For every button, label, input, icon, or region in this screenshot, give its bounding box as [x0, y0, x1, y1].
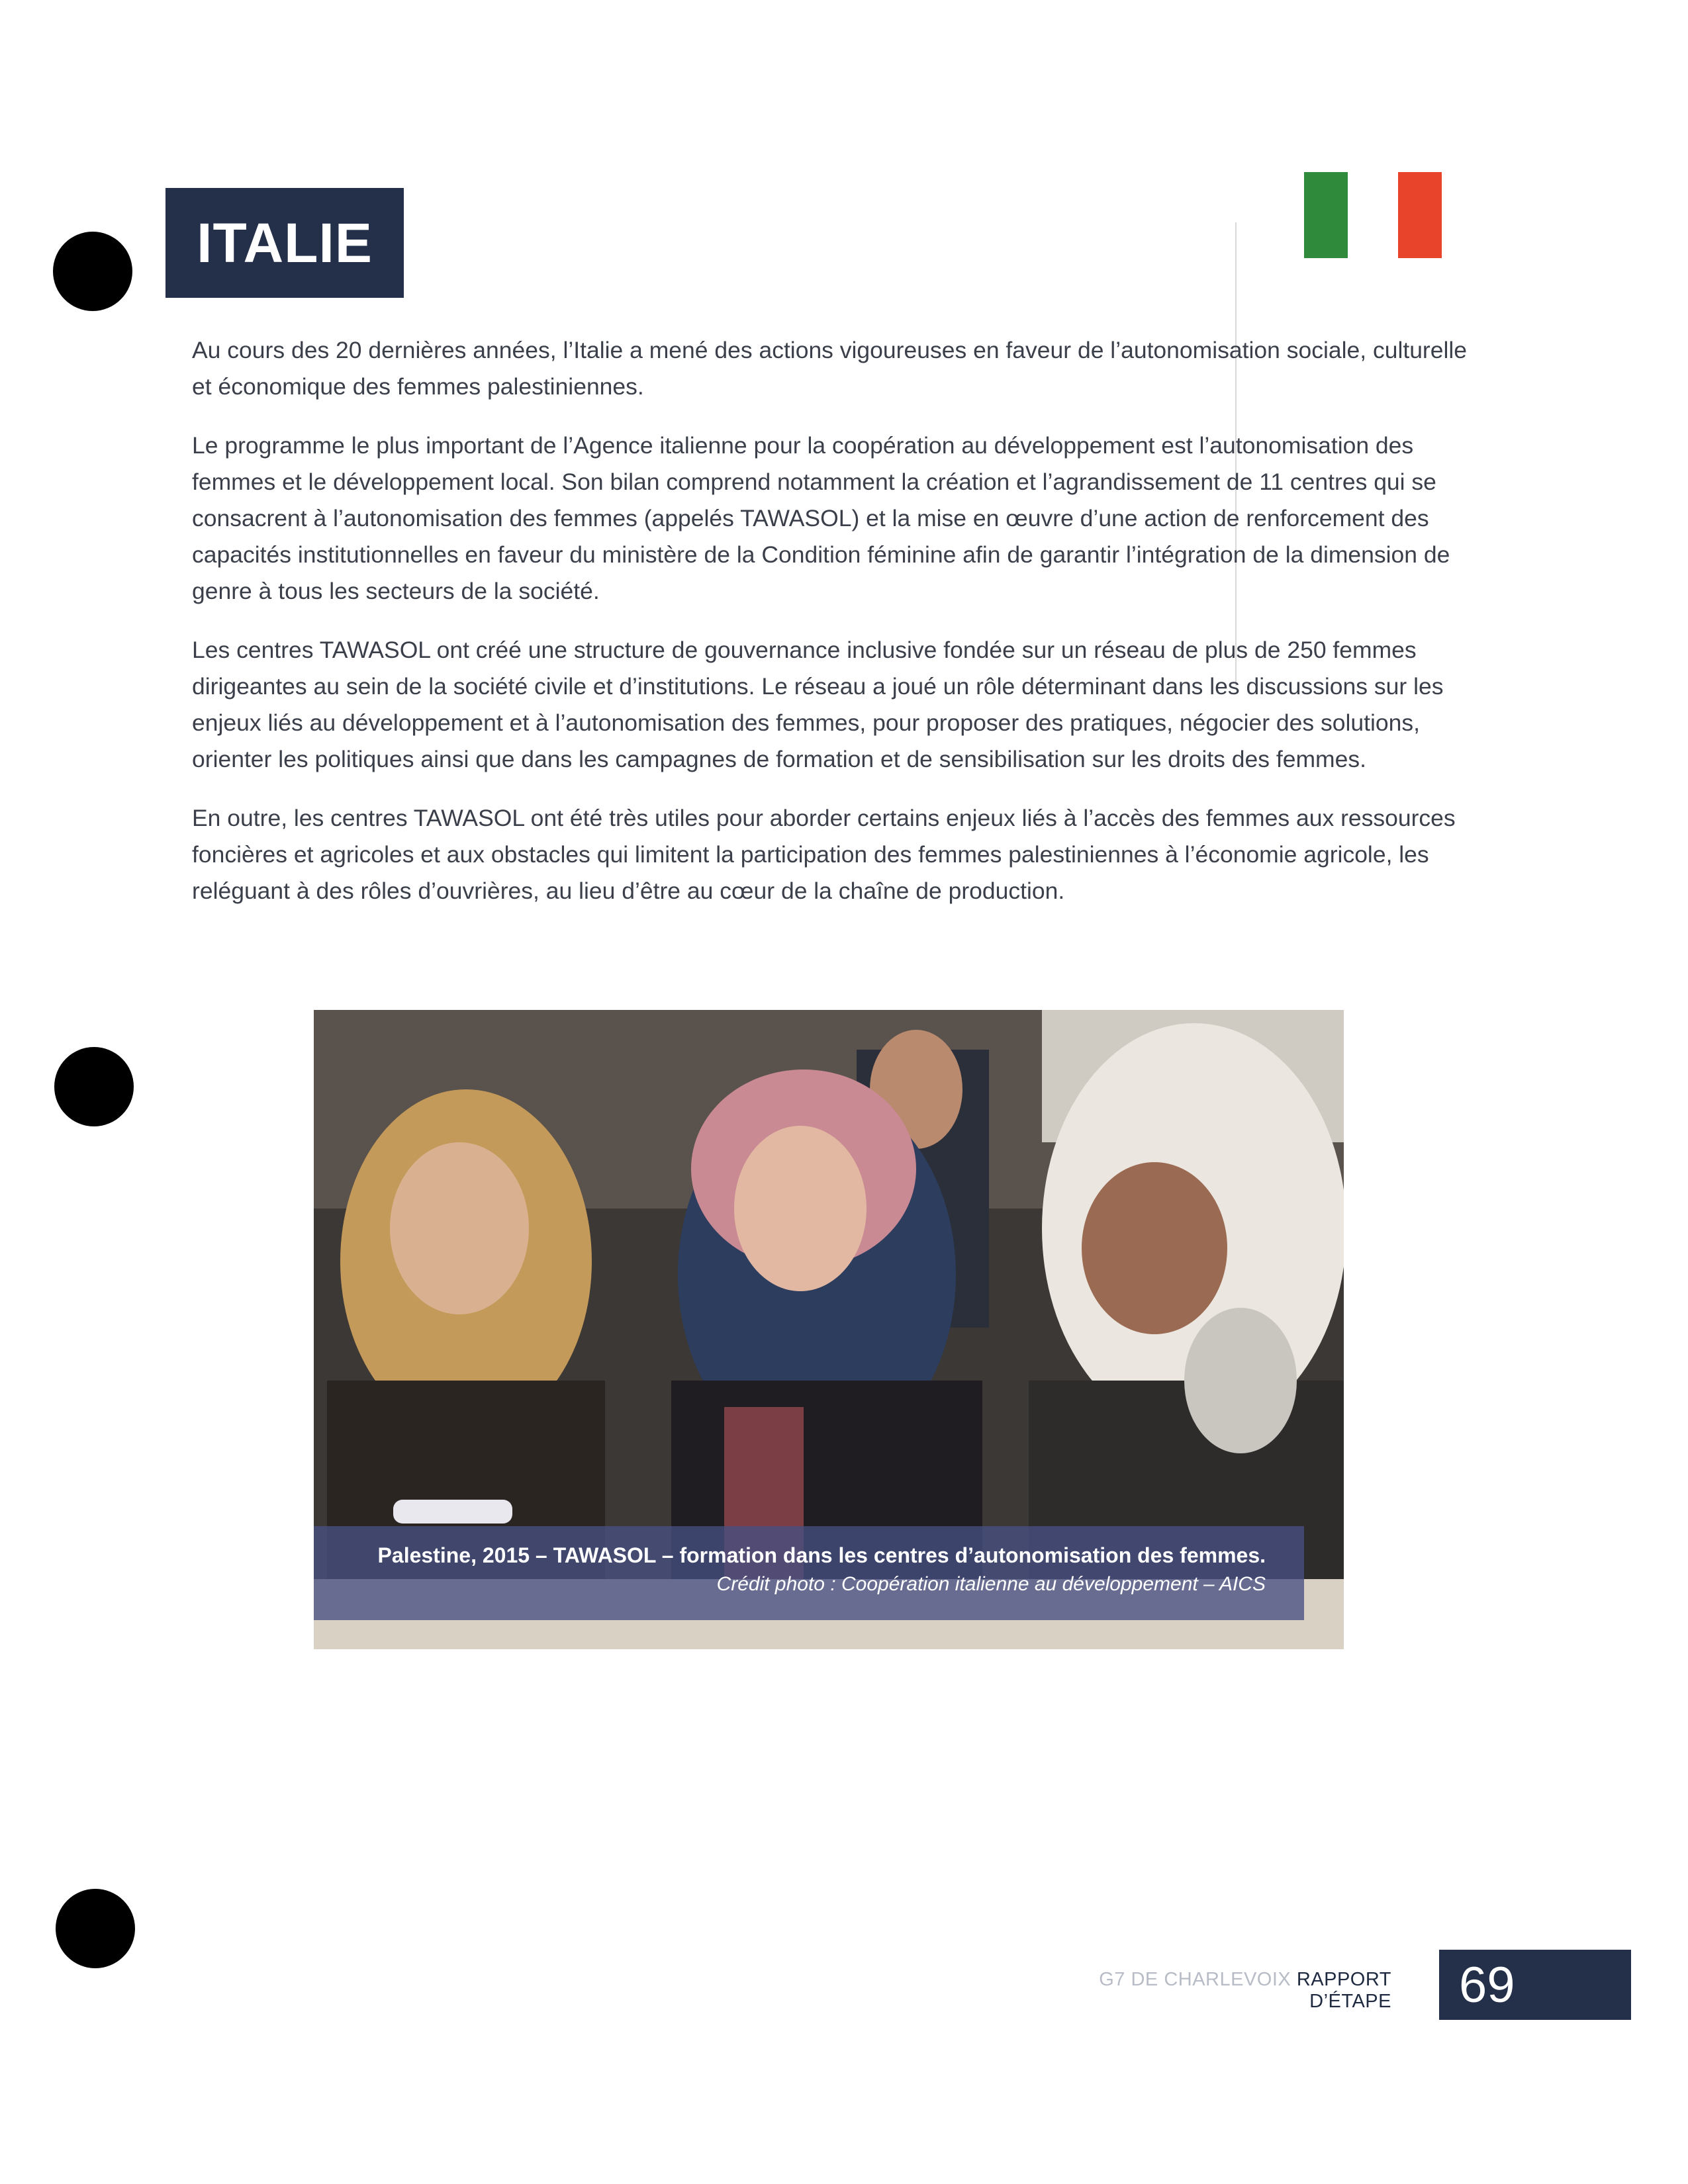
page-number: 69 — [1439, 1950, 1631, 2020]
binder-hole-middle — [54, 1047, 134, 1126]
paragraph-1: Au cours des 20 dernières années, l’Italie a mené des actions vigoureuses en faveur de l’autonomisation sociale, culturelle et économique des femmes palestiniennes. — [192, 337, 1468, 400]
binder-hole-top — [53, 232, 132, 311]
footer-label — [1019, 1969, 1391, 2013]
flag-white-stripe — [1348, 172, 1398, 258]
caption-credit: Crédit photo : Coopération italienne au développement – AICS — [716, 1573, 1266, 1595]
caption-main: Palestine, 2015 – TAWASOL – formation dans les centres d’autonomisation des femmes. — [377, 1543, 1266, 1567]
paragraph-3: Les centres TAWASOL ont créé une structure de gouvernance inclusive fondée sur un réseau de plus de 250 femmes dirigeantes au sein de la société civile et d’institutions. Le réseau a joué un rôle déterminant dans les discussions sur les enjeux liés au développement et à l’autonomisation des femmes, pour proposer des pratiques, négocier des solutions, orienter les politiques ainsi que dans les campagnes de formation et de sensibilisation sur les droits des femmes. — [192, 637, 1444, 772]
footer-report-label: RAPPORT D’ÉTAPE — [1296, 1969, 1391, 2012]
body-text — [192, 332, 1479, 932]
paragraph-4: En outre, les centres TAWASOL ont été très utiles pour aborder certains enjeux liés à l’accès des femmes aux ressources foncières et agricoles et aux obstacles qui limitent la participation des femmes palestiniennes à l’économie agricole, les reléguant à des rôles d’ouvrières, au lieu d’être au cœur de la chaîne de production. — [192, 805, 1456, 904]
binder-hole-bottom — [56, 1889, 135, 1968]
flag-green-stripe — [1304, 172, 1348, 258]
photo — [314, 1010, 1344, 1649]
footer-series-label: G7 DE CHARLEVOIX — [1099, 1969, 1291, 1990]
paragraph-2: Le programme le plus important de l’Agence italienne pour la coopération au développement est l’autonomisation des femmes et le développement local. Son bilan comprend notamment la création et l’agrandissement de 11 centres qui se consacrent à l’autonomisation des femmes (appelés TAWASOL) et la mise en œuvre d’une action de renforcement des capacités institutionnelles en faveur du ministère de la Condition féminine afin de garantir l’intégration de la dimension de genre à tous les secteurs de la société. — [192, 432, 1450, 604]
flag-red-stripe — [1398, 172, 1442, 258]
photo-caption — [314, 1526, 1304, 1620]
page-title: ITALIE — [165, 188, 404, 298]
